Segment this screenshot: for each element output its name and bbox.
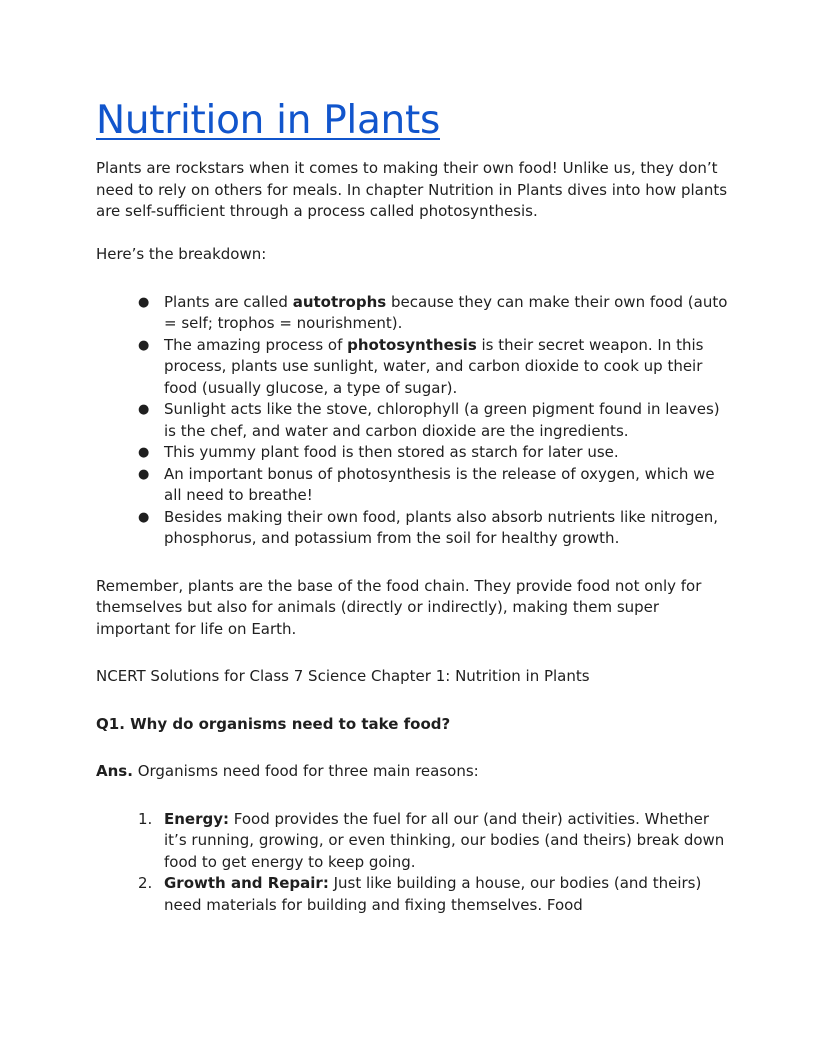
question-heading: Q1. Why do organisms need to take food?	[96, 714, 451, 733]
document-page	[96, 92, 736, 916]
bullet-icon: ●	[138, 509, 150, 525]
list-item: ● This yummy plant food is then stored as starch for later use.	[164, 442, 736, 464]
bullet-icon: ●	[138, 294, 150, 310]
breakdown-list	[96, 292, 736, 550]
bullet-icon: ●	[138, 337, 150, 353]
bullet-icon: ●	[138, 445, 150, 460]
ncert-heading: NCERT Solutions for Class 7 Science Chapter 1: Nutrition in Plants	[96, 667, 590, 685]
answer-list	[96, 809, 736, 917]
remember-paragraph: Remember, plants are the base of the food chain. They provide food not only for themselves but also for animals (directly or indirectly), making them super important for life on Earth.	[96, 576, 702, 638]
list-item: ● Sunlight acts like the stove, chlorophyll (a green pigment found in leaves) is the chef, and water and carbon dioxide are the ingredients.	[138, 400, 720, 440]
list-item: ● Plants are called autotrophs because they can make their own food (auto = self; trophos = nourishment).	[138, 292, 728, 332]
intro-paragraph: Plants are rockstars when it comes to making their own food! Unlike us, they don’t need to rely on others for meals. In chapter Nutrition in Plants dives into how plants are self-sufficient through a process called photosynthesis.	[96, 159, 728, 220]
list-item: ● The amazing process of photosynthesis is their secret weapon. In this process, plants use sunlight, water, and carbon dioxide to cook up their food (usually glucose, a type of sugar).	[138, 335, 704, 397]
bullet-icon: ●	[138, 466, 150, 482]
answer-intro: Ans. Organisms need food for three main reasons:	[96, 762, 479, 780]
list-item: 1. Energy: Food provides the fuel for all our (and their) activities. Whether it’s running, growing, or even thinking, our bodies (and theirs) break down food to get energy to keep going.	[138, 809, 725, 871]
bullet-icon: ●	[138, 402, 150, 417]
breakdown-label: Here’s the breakdown:	[96, 245, 267, 263]
page-title-link[interactable]: Nutrition in Plants	[96, 98, 440, 143]
list-item: 2. Growth and Repair: Just like building a house, our bodies (and theirs) need materials for building and fixing themselves. Food	[138, 874, 702, 914]
list-item: ● Besides making their own food, plants also absorb nutrients like nitrogen, phosphorus, and potassium from the soil for healthy growth.	[138, 507, 719, 547]
list-item: ● An important bonus of photosynthesis is the release of oxygen, which we all need to breathe!	[138, 464, 715, 504]
